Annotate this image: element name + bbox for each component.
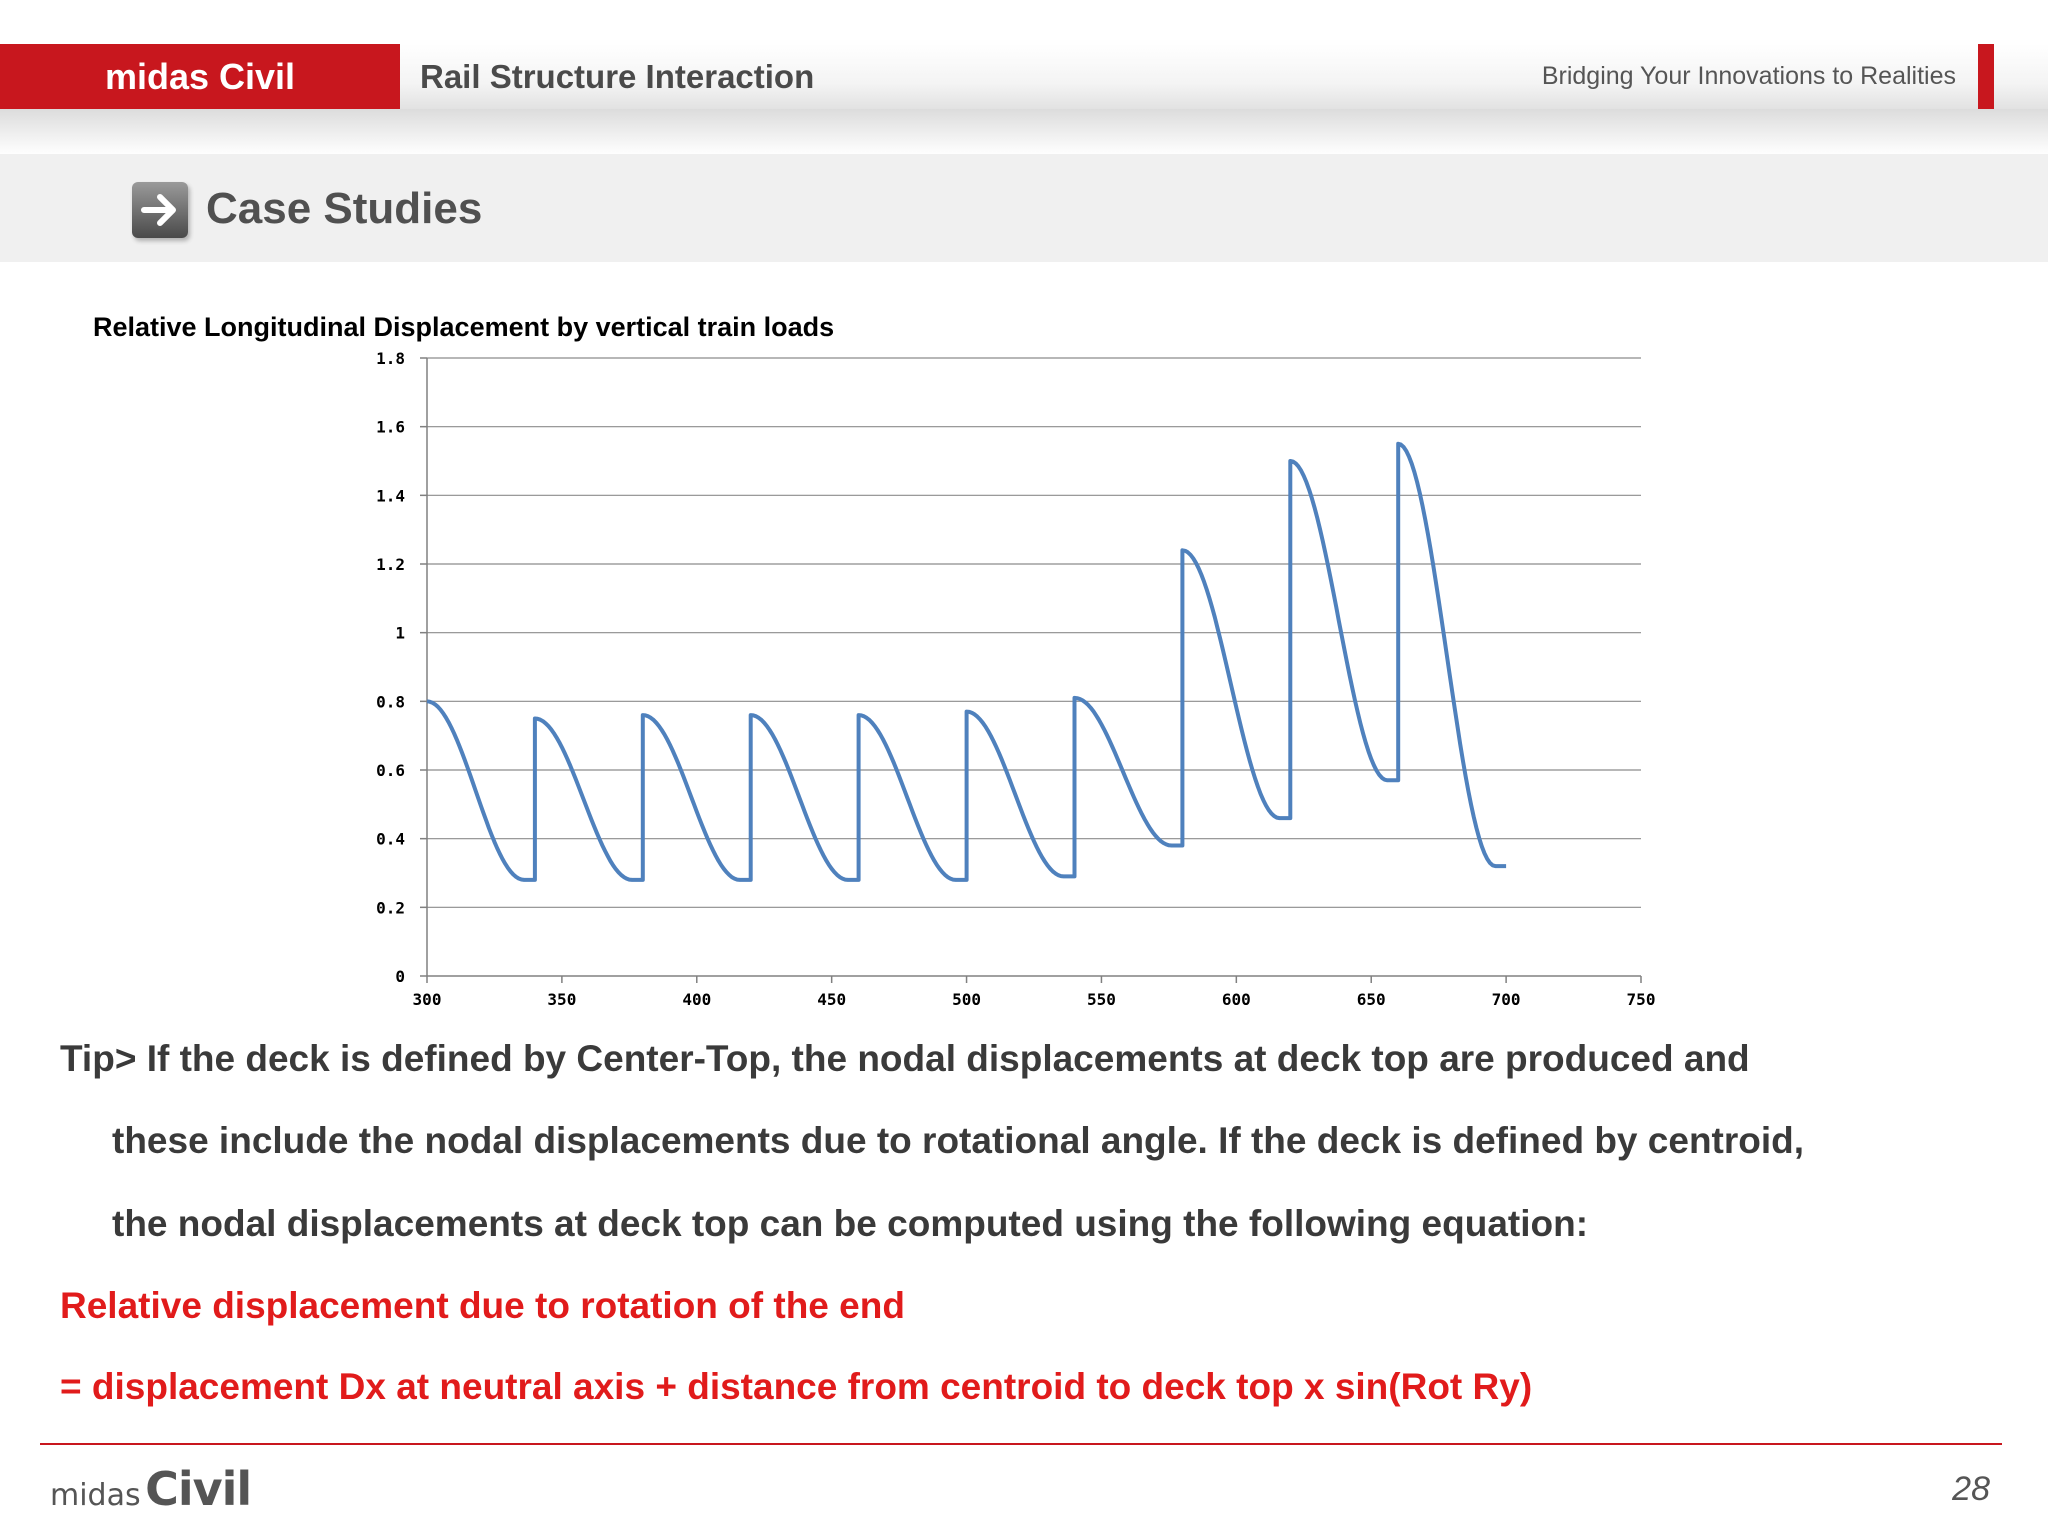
chart-title: Relative Longitudinal Displacement by vertical train loads bbox=[93, 312, 835, 342]
x-tick-label: 650 bbox=[1356, 990, 1386, 1009]
y-tick-label: 1.4 bbox=[376, 486, 405, 506]
series-line bbox=[427, 444, 1506, 880]
equation-line-2: = displacement Dx at neutral axis + distance from centroid to deck top x sin(Rot Ry) bbox=[60, 1366, 1533, 1407]
x-tick-label: 750 bbox=[1626, 990, 1656, 1009]
footer-logo-big: Civil bbox=[145, 1462, 252, 1516]
x-tick-label: 700 bbox=[1491, 990, 1521, 1009]
y-tick-label: 0.4 bbox=[376, 829, 405, 849]
tip-line-2: these include the nodal displacements due to rotational angle. If the deck is defined by centroid, bbox=[112, 1120, 1805, 1161]
y-tick-label: 0 bbox=[395, 967, 405, 986]
x-tick-label: 450 bbox=[817, 990, 847, 1009]
page-number: 28 bbox=[1952, 1470, 1990, 1508]
y-tick-label: 1.8 bbox=[376, 349, 405, 368]
y-tick-label: 1.6 bbox=[376, 417, 405, 437]
x-tick-label: 350 bbox=[547, 990, 577, 1009]
footer-divider bbox=[40, 1443, 2002, 1445]
section-title: Case Studies bbox=[206, 184, 483, 233]
footer-logo bbox=[50, 1462, 251, 1516]
y-tick-label: 0.2 bbox=[376, 898, 405, 918]
y-tick-label: 1 bbox=[395, 623, 405, 643]
x-tick-label: 300 bbox=[412, 990, 442, 1009]
equation-line-1: Relative displacement due to rotation of the end bbox=[60, 1285, 905, 1326]
y-tick-label: 0.6 bbox=[376, 761, 405, 780]
x-tick-label: 400 bbox=[682, 990, 712, 1009]
brand-logo: midas Civil bbox=[0, 44, 400, 109]
header-title: Rail Structure Interaction bbox=[420, 57, 815, 95]
x-tick-label: 500 bbox=[952, 990, 982, 1009]
tip-line-1: Tip> If the deck is defined by Center-Top, the nodal displacements at deck top are produced and bbox=[60, 1038, 1750, 1079]
header-tagline: Bridging Your Innovations to Realities bbox=[1541, 62, 1956, 90]
y-tick-label: 0.8 bbox=[376, 692, 405, 712]
tip-line-3: the nodal displacements at deck top can be computed using the following equation: bbox=[112, 1203, 1589, 1244]
x-tick-label: 600 bbox=[1221, 990, 1251, 1009]
footer-logo-small: midas bbox=[50, 1478, 141, 1513]
y-tick-label: 1.2 bbox=[376, 555, 405, 574]
x-tick-label: 550 bbox=[1086, 990, 1116, 1009]
